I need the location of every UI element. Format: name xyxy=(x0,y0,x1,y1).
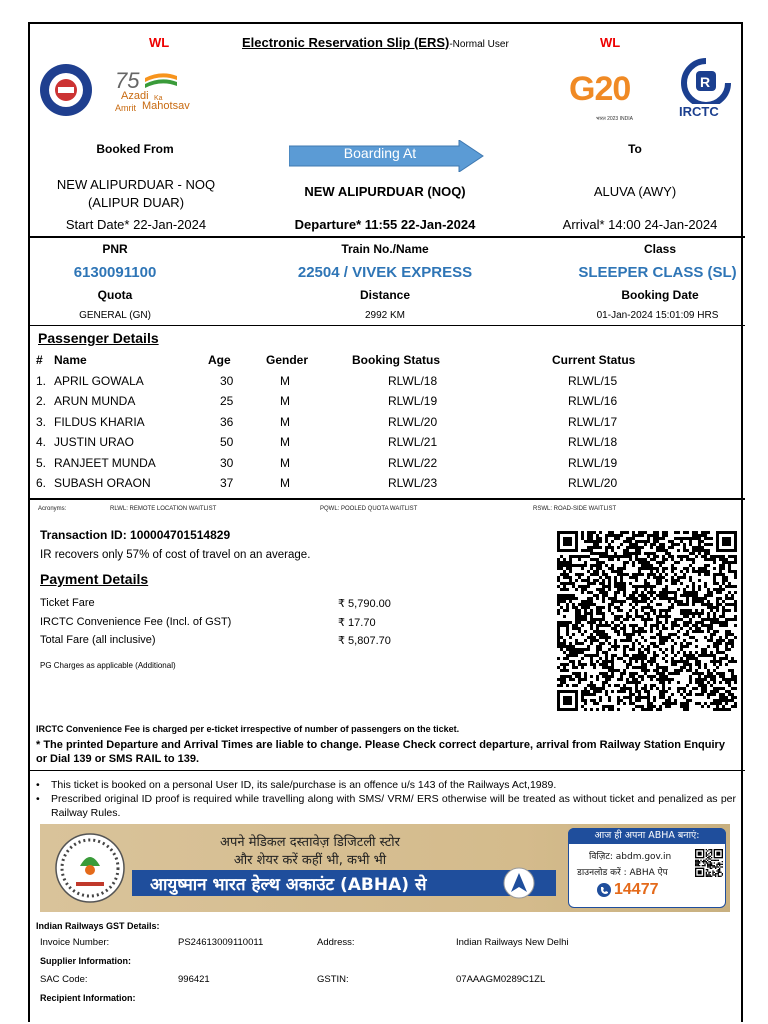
gstin-label: GSTIN: xyxy=(317,974,349,985)
page-title xyxy=(242,35,509,50)
abha-qr-code xyxy=(695,849,723,877)
current-status: RLWL/20 xyxy=(568,476,618,491)
wl-left-label: WL xyxy=(149,35,170,50)
ayushman-logo xyxy=(54,832,126,904)
booked-from-label: Booked From xyxy=(96,142,174,156)
convenience-fee-value: ₹ 17.70 xyxy=(338,617,376,629)
banner-line-1: अपने मेडिकल दस्तावेज़ डिजिटली स्टोर xyxy=(220,835,400,850)
row-number: 5. xyxy=(36,455,47,470)
acronym-rswl: RSWL: ROAD-SIDE WAITLIST xyxy=(533,506,617,512)
column-header: Name xyxy=(54,353,87,368)
ticket-fare-label: Ticket Fare xyxy=(40,597,95,609)
banner-line-2: और शेयर करें कहीं भी, कभी भी xyxy=(233,853,387,868)
passenger-name: SUBASH ORAON xyxy=(54,476,151,491)
terms-item xyxy=(36,778,736,792)
passenger-age: 37 xyxy=(220,476,234,491)
passenger-age: 30 xyxy=(220,455,234,470)
g20-logo: G20 भारत 2023 INDIA xyxy=(569,70,633,122)
invoice-label: Invoice Number: xyxy=(40,937,110,948)
phone-icon xyxy=(597,883,611,897)
class-value: SLEEPER CLASS (SL) xyxy=(578,264,737,281)
irctc-emblem-icon xyxy=(679,58,733,104)
ticket-frame xyxy=(28,22,743,1022)
pg-charges-note: PG Charges as applicable (Additional) xyxy=(40,661,176,670)
indian-railways-logo xyxy=(38,62,94,118)
user-type: -Normal User xyxy=(449,39,509,50)
ers-title: Electronic Reservation Slip (ERS) xyxy=(242,35,450,50)
passenger-name: RANJEET MUNDA xyxy=(54,455,156,470)
payment-details-heading: Payment Details xyxy=(40,571,149,587)
recipient-heading: Recipient Information: xyxy=(40,993,136,1003)
acronym-pqwl: PQWL: POOLED QUOTA WAITLIST xyxy=(320,506,418,512)
table-row xyxy=(36,371,702,392)
acronyms-label: Acronyms: xyxy=(38,506,67,512)
divider xyxy=(30,498,745,500)
table-row xyxy=(36,391,702,412)
terms-list xyxy=(36,778,736,820)
to-label: To xyxy=(628,142,642,156)
pnr-value: 6130091100 xyxy=(73,264,157,281)
passenger-gender: M xyxy=(280,435,290,450)
passenger-name: ARUN MUNDA xyxy=(54,394,136,409)
passenger-age: 50 xyxy=(220,435,234,450)
booking-status: RLWL/20 xyxy=(388,414,438,429)
sac-label: SAC Code: xyxy=(40,974,88,985)
helpline-number: 14477 xyxy=(614,881,659,898)
abha-cta-box[interactable] xyxy=(568,828,726,908)
booking-status: RLWL/22 xyxy=(388,455,438,470)
current-status: RLWL/18 xyxy=(568,435,618,450)
banner-headline: आयुष्मान भारत हेल्थ अकाउंट (ABHA) से xyxy=(150,875,427,895)
start-date: Start Date* 22-Jan-2024 xyxy=(65,217,207,232)
passenger-name: FILDUS KHARIA xyxy=(54,414,145,429)
passenger-gender: M xyxy=(280,394,290,409)
arrival-time: Arrival* 14:00 24-Jan-2024 xyxy=(562,217,718,232)
table-row xyxy=(36,453,702,474)
qr-code xyxy=(557,531,737,715)
column-header: # xyxy=(36,353,43,368)
booking-status: RLWL/18 xyxy=(388,373,438,388)
booking-status: RLWL/21 xyxy=(388,435,438,450)
passenger-age: 25 xyxy=(220,394,234,409)
boarding-at-label: Boarding At xyxy=(343,145,417,161)
ticket-fare-value: ₹ 5,790.00 xyxy=(338,598,391,610)
gstin-value: 07AAAGM0289C1ZL xyxy=(456,974,546,985)
abha-helpline xyxy=(597,881,659,899)
acronym-rlwl: RLWL: REMOTE LOCATION WAITLIST xyxy=(110,506,217,512)
transaction-id: Transaction ID: 100004701514829 xyxy=(40,528,231,542)
column-header: Gender xyxy=(266,353,309,368)
passenger-table xyxy=(36,350,702,494)
table-row xyxy=(36,432,702,453)
quota-value: GENERAL (GN) xyxy=(79,310,151,321)
passenger-age: 30 xyxy=(220,373,234,388)
column-header: Age xyxy=(208,353,231,368)
quota-label: Quota xyxy=(97,288,133,302)
passenger-name: APRIL GOWALA xyxy=(54,373,144,388)
divider xyxy=(30,325,745,326)
distance-label: Distance xyxy=(359,288,411,302)
row-number: 1. xyxy=(36,373,47,388)
row-number: 2. xyxy=(36,394,47,409)
distance-value: 2992 KM xyxy=(364,310,406,321)
wl-right-label: WL xyxy=(600,35,621,50)
bullet-icon: • xyxy=(36,779,40,791)
abha-visit-text: विज़िट: abdm.gov.in xyxy=(589,852,672,862)
supplier-heading: Supplier Information: xyxy=(40,956,131,966)
from-station: NEW ALIPURDUAR - NOQ (ALIPUR DUAR) xyxy=(56,177,216,210)
table-row xyxy=(36,473,702,494)
abha-cta-title: आज ही अपना ABHA बनाएं: xyxy=(568,828,726,844)
terms-text: Prescribed original ID proof is required while travelling along with SMS/ VRM/ ERS otherwise will be treated as without ticket and penalized as per Railway Rules. xyxy=(51,793,736,819)
train-value: 22504 / VIVEK EXPRESS xyxy=(297,264,473,281)
to-station: ALUVA (AWY) xyxy=(593,184,677,199)
row-number: 6. xyxy=(36,476,47,491)
svg-text:R: R xyxy=(700,74,711,90)
sac-value: 996421 xyxy=(178,974,210,985)
convenience-fee-note: IRCTC Convenience Fee is charged per e-ticket irrespective of number of passengers on the ticket. xyxy=(36,724,460,734)
divider xyxy=(30,770,745,771)
row-number: 4. xyxy=(36,435,47,450)
divider xyxy=(30,236,745,238)
total-fare-label: Total Fare (all inclusive) xyxy=(40,634,156,646)
current-status: RLWL/16 xyxy=(568,394,618,409)
passenger-gender: M xyxy=(280,455,290,470)
table-header-row xyxy=(36,350,702,371)
boarding-station: NEW ALIPURDUAR (NOQ) xyxy=(304,184,466,199)
column-header: Current Status xyxy=(552,353,636,368)
departure-time: Departure* 11:55 22-Jan-2024 xyxy=(294,217,476,232)
recovery-note: IR recovers only 57% of cost of travel on an average. xyxy=(40,549,311,561)
booking-date-label: Booking Date xyxy=(621,288,699,302)
total-fare-value: ₹ 5,807.70 xyxy=(338,635,391,647)
pnr-label: PNR xyxy=(102,242,128,256)
invoice-number: PS24613009110011 xyxy=(178,937,264,948)
current-status: RLWL/15 xyxy=(568,373,618,388)
passenger-gender: M xyxy=(280,476,290,491)
class-label: Class xyxy=(643,242,677,256)
passenger-gender: M xyxy=(280,373,290,388)
booking-status: RLWL/23 xyxy=(388,476,438,491)
column-header: Booking Status xyxy=(352,353,441,368)
convenience-fee-label: IRCTC Convenience Fee (Incl. of GST) xyxy=(40,616,232,628)
train-label: Train No./Name xyxy=(341,242,429,256)
terms-text: This ticket is booked on a personal User ID, its sale/purchase is an offence u/s 143 of the Railways Act,1989. xyxy=(51,779,557,791)
address-value: Indian Railways New Delhi xyxy=(456,937,569,948)
passenger-age: 36 xyxy=(220,414,234,429)
gst-heading: Indian Railways GST Details: xyxy=(36,921,160,931)
terms-item xyxy=(36,792,736,820)
booking-status: RLWL/19 xyxy=(388,394,438,409)
passenger-details-heading: Passenger Details xyxy=(38,330,159,346)
irctc-logo: R IRCTC xyxy=(675,58,737,120)
table-row xyxy=(36,412,702,433)
abha-icon xyxy=(502,866,536,900)
current-status: RLWL/17 xyxy=(568,414,618,429)
time-change-note: * The printed Departure and Arrival Times are liable to change. Please Check correct departure, arrival from Railway Station Enquiry or Dial 139 or SMS RAIL to 139. xyxy=(36,739,725,765)
passenger-gender: M xyxy=(280,414,290,429)
booking-date-value: 01-Jan-2024 15:01:09 HRS xyxy=(596,310,719,321)
address-label: Address: xyxy=(317,937,355,948)
passenger-name: JUSTIN URAO xyxy=(54,435,135,450)
row-number: 3. xyxy=(36,414,47,429)
bullet-icon: • xyxy=(36,793,40,805)
current-status: RLWL/19 xyxy=(568,455,618,470)
azadi-ka-amrit-mahotsav-logo: 75 Azadi Ka Amrit Mahotsav xyxy=(115,68,190,113)
abha-banner[interactable] xyxy=(40,824,730,912)
flag-swoosh-icon xyxy=(143,70,179,90)
abha-download-text: डाउनलोड करें : ABHA ऐप xyxy=(577,868,668,878)
